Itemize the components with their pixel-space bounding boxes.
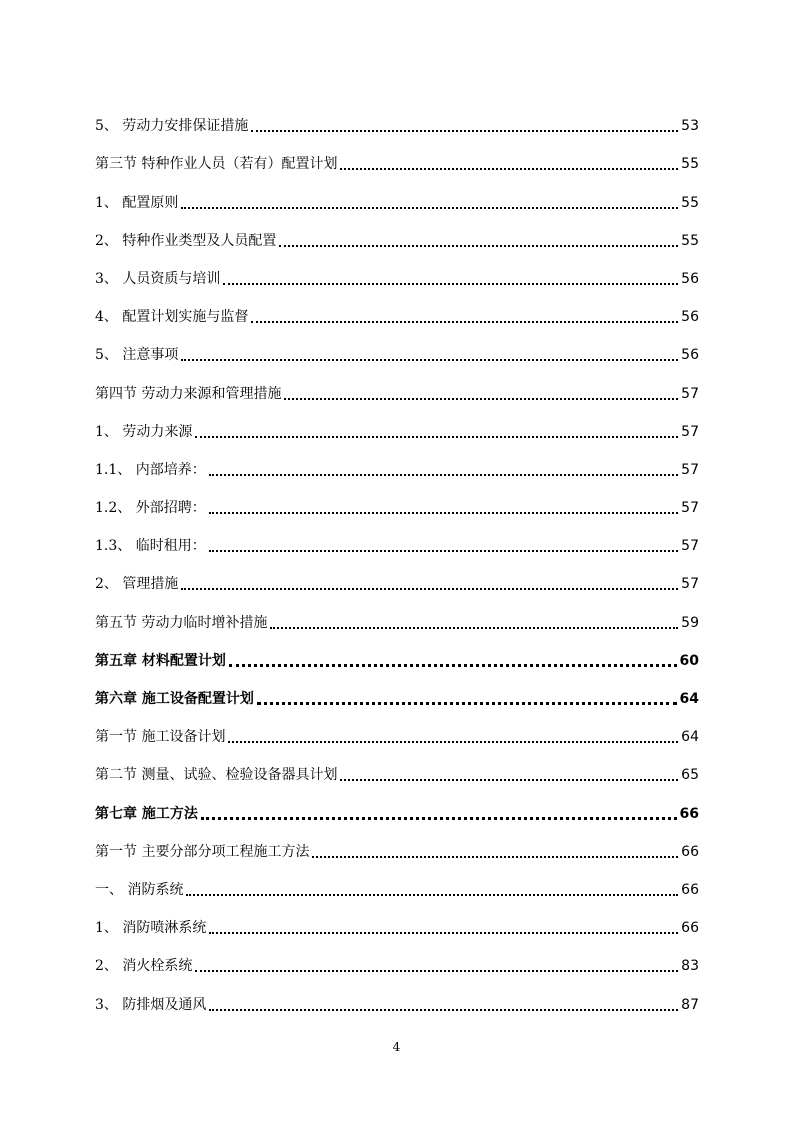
toc-entry[interactable] <box>95 793 699 831</box>
toc-entry-page: 64 <box>679 691 699 707</box>
toc-entry-page: 53 <box>681 118 699 135</box>
toc-entry-label: 4、 配置计划实施与监督 <box>95 309 249 326</box>
toc-entry-label: 2、 消火栓系统 <box>95 958 193 975</box>
toc-dot-leader <box>223 282 678 285</box>
toc-dot-leader <box>181 206 678 209</box>
toc-entry-label: 第五节 劳动力临时增补措施 <box>95 614 268 631</box>
toc-entry-label: 1.1、 内部培养： <box>95 461 206 478</box>
toc-entry[interactable] <box>95 717 699 755</box>
toc-entry[interactable] <box>95 221 699 259</box>
toc-entry[interactable] <box>95 908 699 946</box>
toc-entry[interactable] <box>95 755 699 793</box>
toc-dot-leader <box>181 587 678 590</box>
toc-entry-page: 66 <box>681 920 699 937</box>
toc-dot-leader <box>284 397 678 400</box>
toc-entry-label: 3、 防排烟及通风 <box>95 996 207 1013</box>
toc-entry-label: 第四节 劳动力来源和管理措施 <box>95 385 282 402</box>
toc-dot-leader <box>181 358 678 361</box>
toc-entry-page: 64 <box>681 729 699 746</box>
toc-entry[interactable] <box>95 641 699 679</box>
toc-entry[interactable] <box>95 832 699 870</box>
toc-entry-page: 57 <box>681 576 699 593</box>
toc-entry-label: 第一节 施工设备计划 <box>95 729 226 746</box>
toc-entry-label: 3、 人员资质与培训 <box>95 270 221 287</box>
toc-entry[interactable] <box>95 679 699 717</box>
toc-dot-leader <box>201 816 677 820</box>
toc-entry-label: 1.2、 外部招聘： <box>95 500 206 517</box>
toc-entry[interactable] <box>95 526 699 564</box>
toc-entry-label: 2、 管理措施 <box>95 576 179 593</box>
toc-entry-page: 55 <box>681 194 699 211</box>
toc-dot-leader <box>228 740 678 743</box>
toc-entry-page: 66 <box>679 805 699 822</box>
toc-dot-leader <box>251 320 678 323</box>
toc-entry[interactable] <box>95 450 699 488</box>
toc-entry-label: 第七章 施工方法 <box>95 805 198 822</box>
toc-entry-page: 87 <box>681 996 699 1013</box>
toc-entry-label: 5、 劳动力安排保证措施 <box>95 118 249 135</box>
toc-entry-label: 第五章 材料配置计划 <box>95 652 226 669</box>
toc-dot-leader <box>209 473 678 476</box>
toc-dot-leader <box>229 663 677 667</box>
toc-entry-label: 1、 消防喷淋系统 <box>95 920 207 937</box>
toc-entry[interactable] <box>95 946 699 984</box>
toc-entry-page: 59 <box>681 614 699 631</box>
toc-dot-leader <box>340 167 678 170</box>
toc-entry-label: 5、 注意事项 <box>95 347 179 364</box>
toc-entry-label: 第一节 主要分部分项工程施工方法 <box>95 843 310 860</box>
toc-entry[interactable] <box>95 259 699 297</box>
toc-entry-page: 65 <box>681 767 699 784</box>
toc-dot-leader <box>209 1008 678 1011</box>
toc-entry-page: 57 <box>681 500 699 517</box>
toc-dot-leader <box>195 969 678 972</box>
toc-entry-label: 2、 特种作业类型及人员配置 <box>95 232 277 249</box>
toc-dot-leader <box>340 778 678 781</box>
toc-entry-label: 第三节 特种作业人员（若有）配置计划 <box>95 156 338 173</box>
toc-entry[interactable] <box>95 182 699 220</box>
toc-entry[interactable] <box>95 564 699 602</box>
toc-entry-page: 57 <box>681 538 699 555</box>
toc-entry-page: 83 <box>681 958 699 975</box>
toc-dot-leader <box>209 511 678 514</box>
toc-entry-page: 57 <box>681 423 699 440</box>
toc-dot-leader <box>251 129 678 132</box>
toc-entry-label: 1.3、 临时租用： <box>95 538 206 555</box>
toc-dot-leader <box>279 244 678 247</box>
toc-entry-page: 56 <box>681 270 699 287</box>
toc-entry[interactable] <box>95 106 699 144</box>
toc-entry[interactable] <box>95 488 699 526</box>
page-number: 4 <box>392 1040 401 1054</box>
toc-entry-label: 第六章 施工设备配置计划 <box>95 691 254 707</box>
toc-entry-page: 56 <box>681 309 699 326</box>
toc-entry-page: 60 <box>679 652 699 669</box>
toc-entry-page: 57 <box>681 461 699 478</box>
toc-entry-page: 56 <box>681 347 699 364</box>
toc-entry-label: 1、 劳动力来源 <box>95 423 193 440</box>
toc-entry-label: 一、 消防系统 <box>95 881 184 898</box>
toc-dot-leader <box>186 893 678 896</box>
toc-dot-leader <box>257 701 677 705</box>
toc-dot-leader <box>209 549 678 552</box>
toc-entry[interactable] <box>95 297 699 335</box>
toc-entry-page: 66 <box>681 881 699 898</box>
toc-dot-leader <box>312 855 678 858</box>
toc-entry-page: 55 <box>681 156 699 173</box>
toc-dot-leader <box>209 931 678 934</box>
toc-entry[interactable] <box>95 870 699 908</box>
toc-entry-page: 57 <box>681 385 699 402</box>
toc-entry[interactable] <box>95 602 699 640</box>
toc-entry-label: 1、 配置原则 <box>95 194 179 211</box>
toc-entry-label: 第二节 测量、试验、检验设备器具计划 <box>95 767 338 784</box>
toc-entry[interactable] <box>95 144 699 182</box>
toc-dot-leader <box>195 435 678 438</box>
toc-entry[interactable] <box>95 984 699 1022</box>
toc-entry[interactable] <box>95 412 699 450</box>
toc-dot-leader <box>270 626 678 629</box>
toc-entry-page: 66 <box>681 843 699 860</box>
toc-entry[interactable] <box>95 373 699 411</box>
table-of-contents <box>95 106 699 1023</box>
toc-entry-page: 55 <box>681 232 699 249</box>
toc-entry[interactable] <box>95 335 699 373</box>
